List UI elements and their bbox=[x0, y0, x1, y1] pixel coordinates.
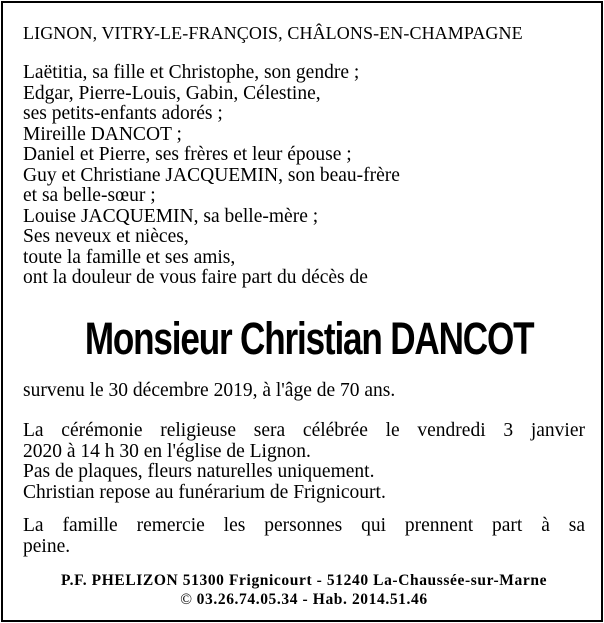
thanks-line: La famille remercie les personnes qui prennent part à sa bbox=[23, 515, 585, 536]
family-line: Louise JACQUEMIN, sa belle-mère ; bbox=[23, 205, 319, 227]
thanks-text bbox=[23, 516, 585, 557]
family-list bbox=[23, 63, 585, 268]
thanks-line: peine. bbox=[23, 535, 71, 557]
notice-frame bbox=[1, 1, 603, 622]
death-info: survenu le 30 décembre 2019, à l'âge de 70 ans. bbox=[23, 380, 396, 401]
family-line: ses petits-enfants adorés ; bbox=[23, 103, 223, 124]
family-line: toute la famille et ses amis, bbox=[23, 246, 236, 268]
contact-line bbox=[23, 590, 585, 609]
phone-icon: © bbox=[180, 591, 193, 608]
towns-header: LIGNON, VITRY-LE-FRANÇOIS, CHÂLONS-EN-CHAMPAGNE bbox=[23, 23, 523, 43]
ceremony-line: La cérémonie religieuse sera célébrée le vendredi 3 janvier bbox=[23, 420, 585, 441]
ceremony-details bbox=[23, 421, 585, 503]
family-line: Laëtitia, sa fille et Christophe, son gendre ; bbox=[23, 62, 360, 83]
family-line: Edgar, Pierre-Louis, Gabin, Célestine, bbox=[23, 82, 321, 104]
family-line: Mireille DANCOT ; bbox=[23, 123, 182, 145]
family-line: Daniel et Pierre, ses frères et leur épouse ; bbox=[23, 144, 352, 165]
funeral-home-footer bbox=[23, 571, 585, 609]
deceased-name: Monsieur Christian DANCOT bbox=[84, 313, 534, 364]
family-line: et sa belle-sœur ; bbox=[23, 185, 156, 206]
funeral-home-address: P.F. PHELIZON 51300 Frignicourt - 51240 La-Chaussée-sur-Marne bbox=[60, 572, 548, 589]
ceremony-line: 2020 à 14 h 30 en l'église de Lignon. bbox=[23, 440, 311, 462]
phone-number: 03.26.74.05.34 - Hab. 2014.51.46 bbox=[196, 591, 428, 608]
family-line: Guy et Christiane JACQUEMIN, son beau-frère bbox=[23, 164, 400, 186]
ceremony-line: Christian repose au funérarium de Frignicourt. bbox=[23, 481, 386, 503]
announcement-text: ont la douleur de vous faire part du décès de bbox=[23, 267, 368, 288]
ceremony-line: Pas de plaques, fleurs naturelles uniquement. bbox=[23, 461, 375, 482]
family-line: Ses neveux et nièces, bbox=[23, 226, 189, 247]
